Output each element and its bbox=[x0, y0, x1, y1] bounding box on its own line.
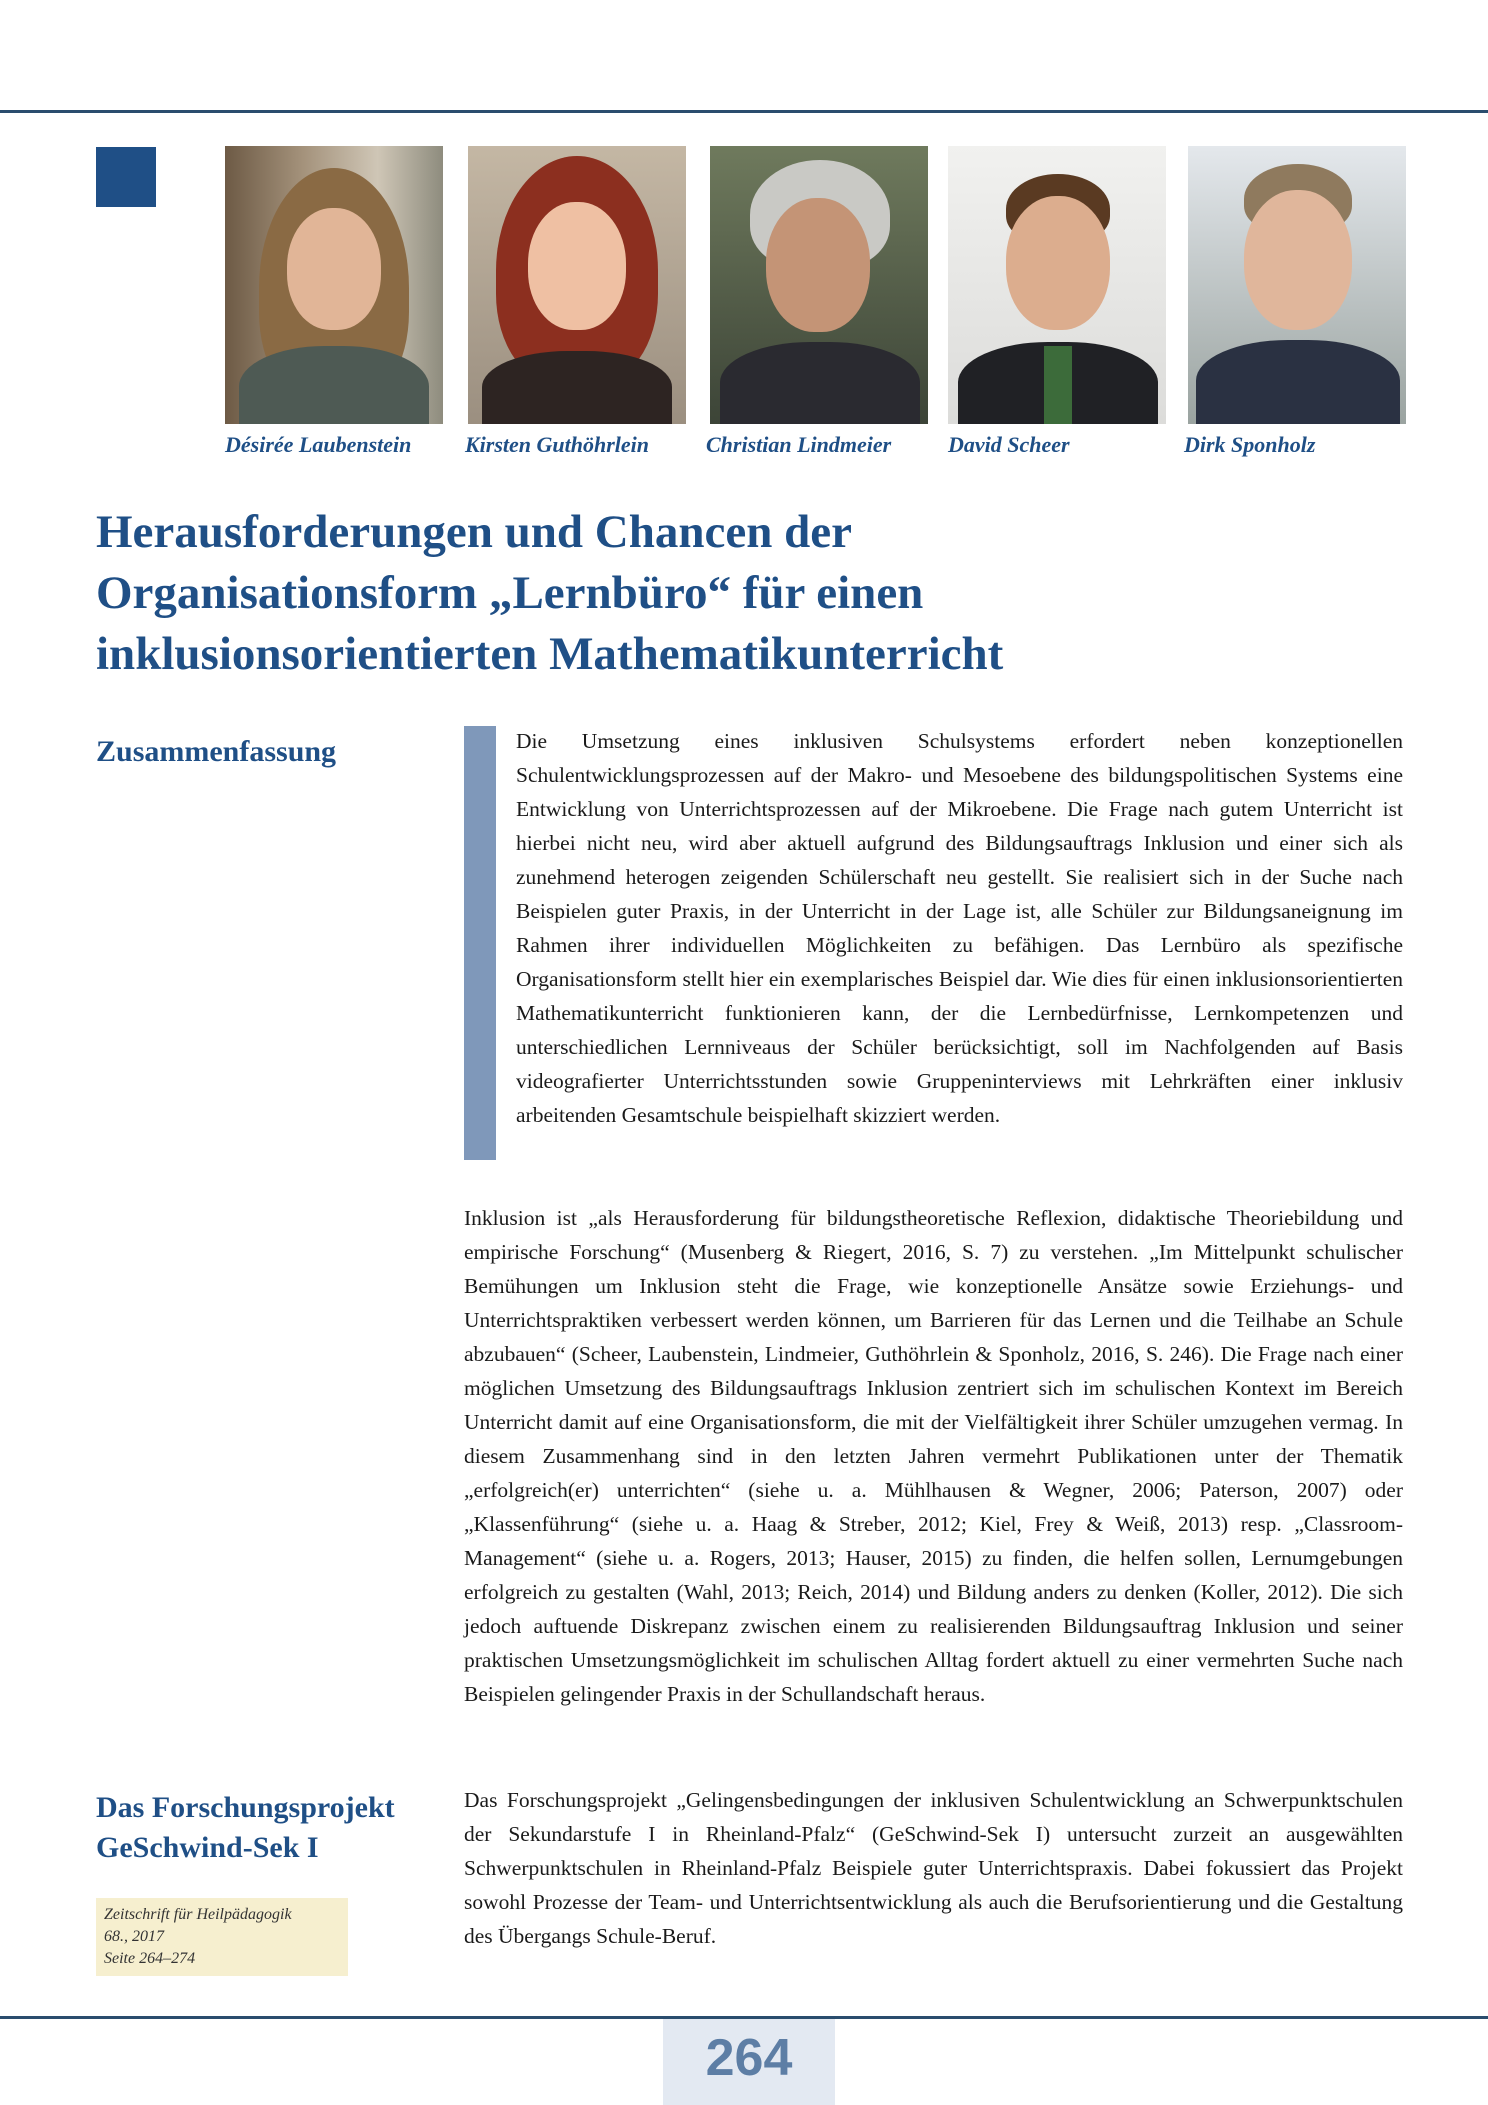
intro-paragraph: Inklusion ist „als Herausforderung für bildungstheoretische Reflexion, didaktische Theoriebildung und empirische Forschung“ (Musenberg & Riegert, 2016, S. 7) zu verstehen. „Im Mittelpunkt schulischer Bemühungen um Inklusion steht die Frage, wie konzeptionelle Ansätze sowie Erziehungs- und Unterrichtspraktiken verbessert werden können, um Barrieren für das Lernen und die Teilhabe an Schule abzubauen“ (Scheer, Laubenstein, Lindmeier, Guthöhrlein & Sponholz, 2016, S. 246). Die Frage nach einer möglichen Umsetzung des Bildungsauftrags Inklusion zentriert sich im schulischen Kontext im Bereich Unterricht damit auf eine Organisationsform, die mit der Vielfältigkeit ihrer Schüler umzugehen vermag. In diesem Zusammenhang sind in den letzten Jahren vermehrt Publikationen unter der Thematik „erfolgreich(er) unterrichten“ (siehe u. a. Mühlhausen & Wegner, 2006; Paterson, 2007) oder „Klassenführung“ (siehe u. a. Haag & Streber, 2012; Kiel, Frey & Weiß, 2013) resp. „Classroom-Management“ (siehe u. a. Rogers, 2013; Hauser, 2015) zu finden, die helfen sollen, Lernumgebungen erfolgreich zu gestalten (Wahl, 2013; Reich, 2014) und Bildung anders zu denken (Koller, 2012). Die sich jedoch auftuende Diskrepanz zwischen einem zu realisierenden Bildungsauftrag Inklusion und seiner praktischen Umsetzungsmöglichkeit im schulischen Alltag fordert aktuell zu einer vermehrten Suche nach Beispielen gelingender Praxis in der Schullandschaft heraus. bbox=[464, 1206, 1403, 1706]
title-line: Herausforderungen und Chancen der bbox=[96, 506, 852, 558]
journal-pages: Seite 264–274 bbox=[104, 1950, 196, 1967]
author-card bbox=[465, 146, 686, 457]
project-heading bbox=[96, 1788, 395, 1868]
article-title bbox=[96, 502, 1396, 685]
journal-name: Zeitschrift für Heilpädagogik bbox=[104, 1906, 292, 1923]
project-heading-line: GeSchwind-Sek I bbox=[96, 1831, 319, 1864]
author-card bbox=[948, 146, 1166, 457]
author-card bbox=[225, 146, 443, 457]
project-heading-line: Das Forschungsprojekt bbox=[96, 1791, 395, 1824]
abstract-bar-decoration bbox=[464, 726, 496, 1160]
author-photo bbox=[225, 146, 443, 424]
journal-volume: 68., 2017 bbox=[104, 1928, 164, 1945]
author-photo bbox=[1188, 146, 1406, 424]
author-photo bbox=[468, 146, 686, 424]
author-card bbox=[706, 146, 928, 457]
title-line: inklusionsorientierten Mathematikunterricht bbox=[96, 628, 1004, 680]
author-photo bbox=[948, 146, 1166, 424]
journal-reference bbox=[96, 1898, 348, 1976]
author-photos bbox=[0, 146, 1488, 476]
author-card bbox=[1184, 146, 1406, 457]
author-name: Désirée Laubenstein bbox=[225, 432, 412, 457]
top-rule bbox=[0, 110, 1488, 113]
project-paragraph: Das Forschungsprojekt „Gelingensbedingungen der inklusiven Schulentwicklung an Schwerpunktschulen der Sekundarstufe I in Rheinland-Pfalz“ (GeSchwind-Sek I) untersucht zurzeit an ausgewählten Schwerpunktschulen in Rheinland-Pfalz Beispiele guter Unterrichtspraxis. Dabei fokussiert das Projekt sowohl Prozesse der Team- und Unterrichtsentwicklung als auch die Berufsorientierung und die Gestaltung des Übergangs Schule-Beruf. bbox=[464, 1788, 1403, 1948]
page-number: 264 bbox=[663, 2019, 835, 2105]
author-name: Christian Lindmeier bbox=[706, 432, 892, 457]
title-line: Organisationsform „Lernbüro“ für einen bbox=[96, 567, 924, 619]
abstract-text: Die Umsetzung eines inklusiven Schulsystems erfordert neben konzeptionellen Schulentwicklungsprozessen auf der Makro- und Mesoebene des bildungspolitischen Systems eine Entwicklung von Unterrichtsprozessen auf der Mikroebene. Die Frage nach gutem Unterricht ist hierbei nicht neu, wird aber aktuell aufgrund des Bildungsauftrags Inklusion und einer sich als zunehmend heterogen zeigenden Schülerschaft neu gestellt. Sie realisiert sich in der Suche nach Beispielen guter Praxis, in der Unterricht in der Lage ist, alle Schüler zur Bildungsaneignung im Rahmen ihrer individuellen Möglichkeiten zu befähigen. Das Lernbüro als spezifische Organisationsform stellt hier ein exemplarisches Beispiel dar. Wie dies für einen inklusionsorientierten Mathematikunterricht funktionieren kann, der die Lernbedürfnisse, Lernkompetenzen und unterschiedlichen Lernniveaus der Schüler berücksichtigt, soll im Nachfolgenden auf Basis videografierter Unterrichtsstunden sowie Gruppeninterviews mit Lehrkräften einer inklusiv arbeitenden Gesamtschule beispielhaft skizziert werden. bbox=[516, 729, 1403, 1127]
author-name: Dirk Sponholz bbox=[1184, 432, 1316, 457]
author-name: David Scheer bbox=[948, 432, 1070, 457]
author-photo bbox=[710, 146, 928, 424]
author-name: Kirsten Guthöhrlein bbox=[465, 432, 650, 457]
summary-heading: Zusammenfassung bbox=[96, 735, 337, 768]
